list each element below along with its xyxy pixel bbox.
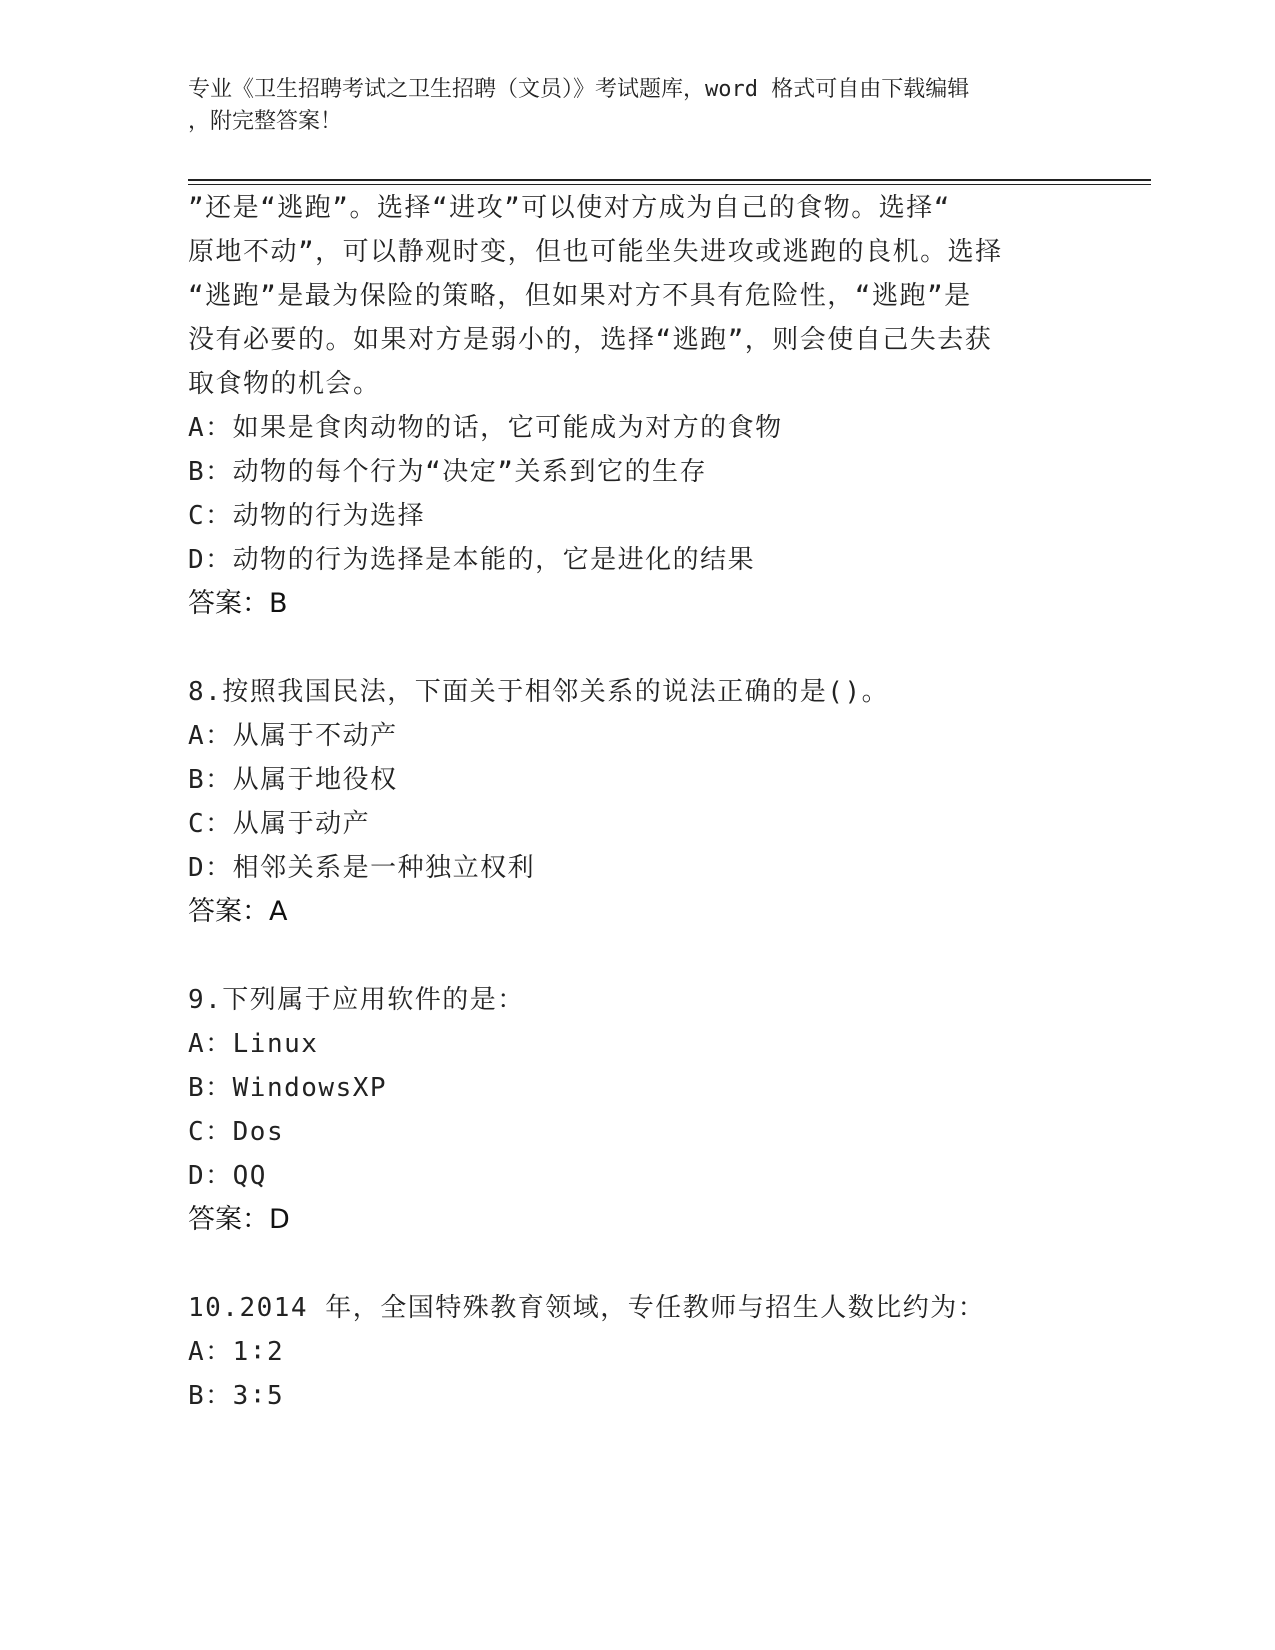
q7-answer: 答案：B <box>188 588 288 619</box>
q8-question: 8.按照我国民法，下面关于相邻关系的说法正确的是()。 <box>188 677 890 707</box>
q7-option-a: A：如果是食肉动物的话，它可能成为对方的食物 <box>188 413 783 443</box>
passage-line: 没有必要的。如果对方是弱小的，选择“逃跑”，则会使自己失去获 <box>188 325 993 355</box>
q9-option-a: A：Linux <box>188 1029 319 1059</box>
header-line-2: ，附完整答案！ <box>188 109 343 134</box>
q9-option-b: B：WindowsXP <box>188 1073 388 1103</box>
passage-line: “逃跑”是最为保险的策略，但如果对方不具有危险性，“逃跑”是 <box>188 281 972 311</box>
q8-option-b: B：从属于地役权 <box>188 765 398 795</box>
q8-answer: 答案：A <box>188 896 288 927</box>
q7-option-d: D：动物的行为选择是本能的，它是进化的结果 <box>188 545 756 575</box>
q8-option-d: D：相邻关系是一种独立权利 <box>188 853 536 883</box>
header-line-1: 专业《卫生招聘考试之卫生招聘（文员）》考试题库，word 格式可自由下载编辑 <box>188 77 970 102</box>
q10-option-a: A：1∶2 <box>188 1337 285 1367</box>
header-divider-thick <box>188 179 1151 181</box>
q9-answer: 答案：D <box>188 1204 290 1235</box>
q8-option-c: C：从属于动产 <box>188 809 371 839</box>
q7-option-c: C：动物的行为选择 <box>188 501 426 531</box>
passage-line: ”还是“逃跑”。选择“进攻”可以使对方成为自己的食物。选择“ <box>188 193 951 223</box>
q10-option-b: B：3∶5 <box>188 1381 285 1411</box>
q8-option-a: A：从属于不动产 <box>188 721 398 751</box>
q7-option-b: B：动物的每个行为“决定”关系到它的生存 <box>188 457 707 487</box>
header-divider-thin <box>188 184 1151 185</box>
q10-question: 10.2014 年，全国特殊教育领域，专任教师与招生人数比约为： <box>188 1293 986 1323</box>
q9-option-d: D：QQ <box>188 1161 267 1191</box>
q9-option-c: C：Dos <box>188 1117 285 1147</box>
q9-question: 9.下列属于应用软件的是： <box>188 985 525 1015</box>
document-header <box>188 74 1068 138</box>
passage-line: 原地不动”，可以静观时变，但也可能坐失进攻或逃跑的良机。选择 <box>188 237 1003 267</box>
passage-line: 取食物的机会。 <box>188 369 381 399</box>
